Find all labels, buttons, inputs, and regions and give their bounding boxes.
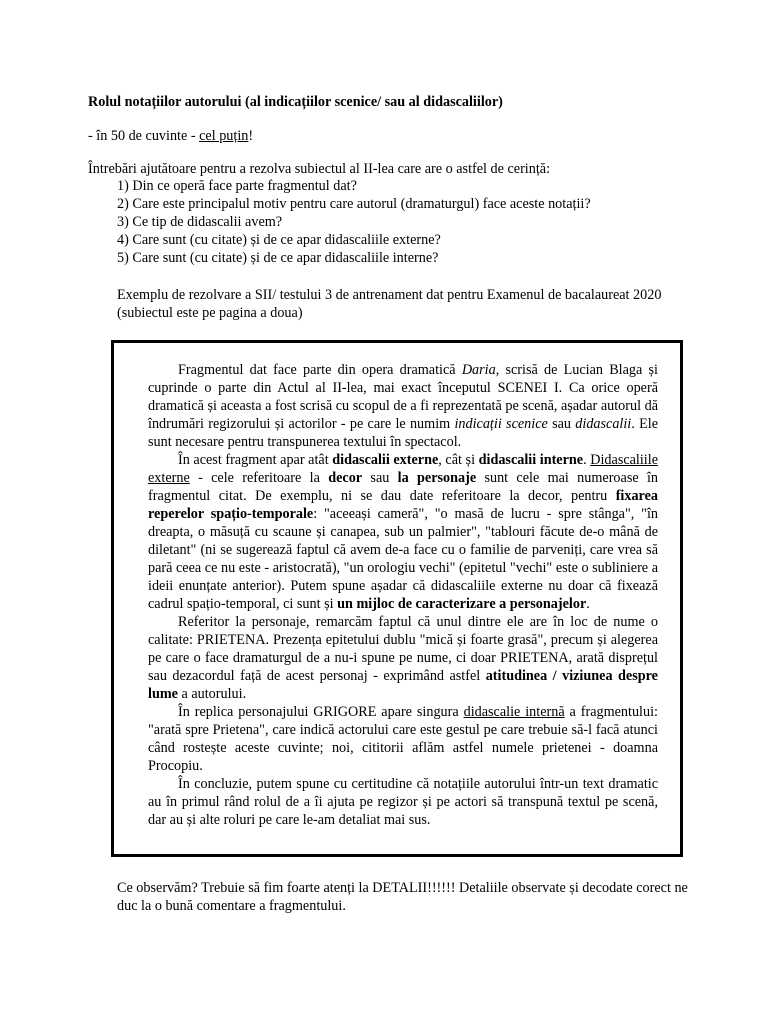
question-item: 3) Ce tip de didascalii avem? <box>117 214 283 230</box>
word-count-emphasis: cel puțin <box>199 128 249 144</box>
text-run: - cele referitoare la <box>189 470 329 486</box>
answer-paragraph-3 <box>148 613 658 703</box>
question-item: 5) Care sunt (cu citate) și de ce apar didascaliile interne? <box>117 250 439 266</box>
term-underlined: Didascaliile externe <box>148 452 658 486</box>
text-run: sunt cele mai numeroase în fragmentul citat. De exemplu, ni se dau date referitoare la decor, pentru <box>148 470 658 504</box>
text-run: . <box>586 596 590 612</box>
word-count-prefix: - în 50 de cuvinte - <box>88 128 200 144</box>
term-bold: fixarea reperelor spațio-temporale <box>148 488 658 522</box>
document-title: Rolul notațiilor autorului (al indicațiilor scenice/ sau al didascaliilor) <box>88 94 503 110</box>
text-run: . Ele sunt necesare pentru transpunerea textului în spectacol. <box>148 416 658 450</box>
closing-note: Ce observăm? Trebuie să fim foarte atenți la DETALII!!!!!! Detaliile observate și decodate corect ne duc la o bună comentare a fragmentului. <box>117 880 688 914</box>
text-run: sau <box>362 470 398 486</box>
term-bold: decor <box>328 470 363 486</box>
text-run: În acest fragment apar atât <box>178 452 333 468</box>
term-italic: indicații scenice <box>454 416 548 432</box>
word-count-suffix: ! <box>248 128 254 144</box>
word-count-note <box>88 127 253 145</box>
text-run: . <box>583 452 591 468</box>
text-run: sau <box>547 416 576 432</box>
answer-paragraph-1 <box>148 361 658 451</box>
term-underlined: didascalie internă <box>463 704 565 720</box>
work-title: Daria <box>461 362 496 378</box>
term-bold: la personaje <box>397 470 477 486</box>
question-item: 2) Care este principalul motiv pentru care autorul (dramaturgul) face aceste notații? <box>117 196 591 212</box>
questions-intro: Întrebări ajutătoare pentru a rezolva subiectul al II-lea care are o astfel de cerință: <box>88 161 551 177</box>
text-run: Fragmentul dat face parte din opera dramatică <box>178 362 462 378</box>
text-run: , scrisă de Lucian Blaga și cuprinde o parte din Actul al II-lea, mai exact începutul SCENEI I. Ca orice operă dramatică și aceasta a fost scrisă cu scopul de a fi reprezentată pe scenă, așadar autorul dă îndrumări regizorului și actorilor - pe care le numim <box>148 362 658 432</box>
term-bold: didascalii interne <box>478 452 584 468</box>
questions-list <box>117 177 591 267</box>
question-item: 1) Din ce operă face parte fragmentul dat? <box>117 178 357 194</box>
text-run: , cât și <box>438 452 479 468</box>
text-run: a fragmentului: "arată spre Prietena", care indică actorului care este gestul pe care trebuie să-l facă atunci când rostește aceste cuvinte; noi, cititorii aflăm astfel numele prietenei - doamna Procopiu. <box>148 704 658 774</box>
answer-paragraph-2 <box>148 451 658 613</box>
text-run: Referitor la personaje, remarcăm faptul că unul dintre ele are în loc de nume o calitate: PRIETENA. Prezența epitetului dublu "mică și foarte grasă", precum și alegerea pe care o face dramaturgul de a nu-i spune pe nume, ci doar PRIETENA, arată disprețul sau dezacordul față de acest personaj - exprimând astfel <box>148 614 658 684</box>
text-run: a autorului. <box>177 686 247 702</box>
text-run: : "aceeași cameră", "o masă de lucru - spre stânga", "în dreapta, o măsuță cu scaune și canapea, sub un palmier", "tablouri făcute de-o mână de diletant" (ni se sugerează faptul că avem de-a face cu o familie de parveniți, care vrea să pară ceea ce nu este - aristocrată), "un orologiu vechi" (epitetul "vechi" este o subliniere a ideii enunțate anterior). Putem spune așadar că didascaliile externe nu doar că fixează cadrul spațio-temporal, ci sunt și <box>148 506 658 612</box>
text-run: În replica personajului GRIGORE apare singura <box>178 704 464 720</box>
term-bold: didascalii externe <box>332 452 439 468</box>
term-bold: atitudinea / viziunea despre lume <box>148 668 658 702</box>
term-italic: didascalii <box>575 416 632 432</box>
answer-paragraph-4 <box>148 703 658 775</box>
example-description: Exemplu de rezolvare a SII/ testului 3 de antrenament dat pentru Examenul de bacalaureat 2020 (subiectul este pe pagina a doua) <box>117 287 662 321</box>
answer-paragraph-5: În concluzie, putem spune cu certitudine că notațiile autorului într-un text dramatic au în primul rând rolul de a îi ajuta pe regizor și pe actori să transpună textul pe scenă, dar au și alte roluri pe care le-am detaliat mai sus. <box>148 776 658 828</box>
question-item: 4) Care sunt (cu citate) și de ce apar didascaliile externe? <box>117 232 441 248</box>
answer-box <box>111 340 683 857</box>
term-bold: un mijloc de caracterizare a personajelor <box>337 596 587 612</box>
